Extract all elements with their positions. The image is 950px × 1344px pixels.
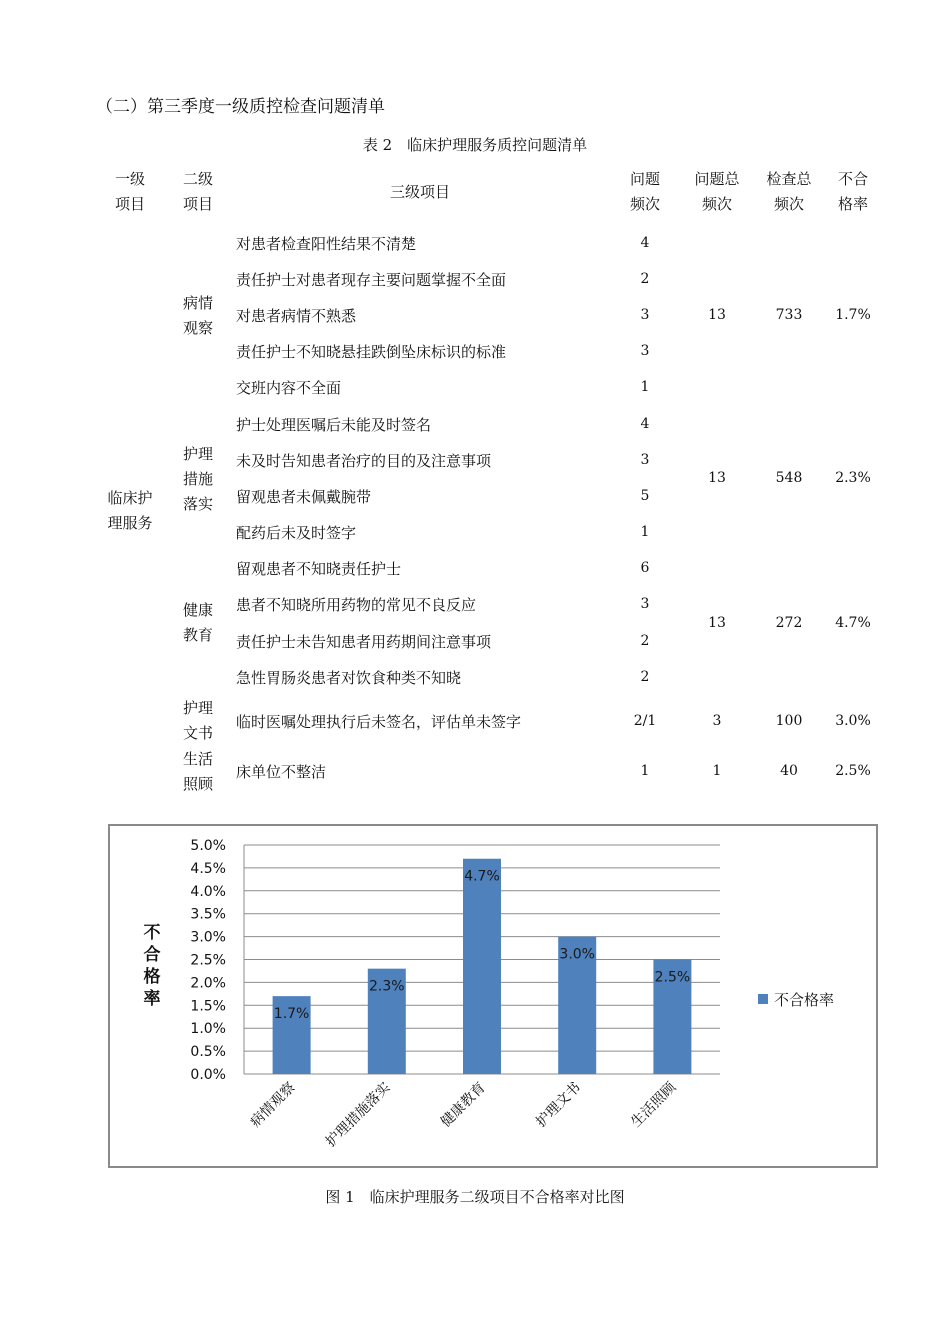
item-text: 急性胃肠炎患者对饮食种类不知晓: [236, 668, 462, 687]
header-level1: 项目: [114, 195, 145, 213]
item-text: 护士处理医嘱后未能及时签名: [236, 415, 432, 434]
item-frequency: 4: [640, 235, 650, 251]
group-name: 健康: [182, 601, 213, 619]
item-text: 临时医嘱处理执行后未签名，评估单未签字: [236, 712, 522, 731]
item-frequency: 5: [640, 488, 650, 504]
item-frequency: 2: [640, 633, 650, 649]
bar: [463, 859, 501, 1074]
y-tick-label: 0.0%: [190, 1067, 226, 1083]
group-nonconformity-rate: 2.3%: [835, 470, 871, 486]
y-tick-label: 4.5%: [190, 860, 226, 877]
item-frequency: 4: [640, 416, 650, 432]
y-axis-label: 格: [143, 967, 161, 987]
header-total-frequency: 频次: [701, 195, 732, 213]
group-total-frequency: 13: [708, 307, 726, 323]
x-category-label: 护理措施落实: [322, 1079, 394, 1151]
group-check-frequency: 272: [775, 615, 803, 631]
y-tick-label: 0.5%: [190, 1044, 226, 1061]
data-label: 2.3%: [369, 978, 405, 995]
item-frequency: 1: [640, 524, 650, 540]
item-text: 患者不知晓所用药物的常见不良反应: [236, 595, 477, 614]
item-frequency: 3: [640, 343, 650, 359]
item-text: 配药后未及时签字: [236, 523, 357, 542]
item-text: 对患者检查阳性结果不清楚: [236, 234, 417, 253]
item-frequency: 3: [640, 452, 650, 468]
y-axis-label: 不: [143, 923, 161, 943]
group-nonconformity-rate: 2.5%: [835, 763, 871, 779]
group-name: 落实: [182, 494, 213, 513]
header-level3: 三级项目: [389, 182, 450, 201]
y-tick-label: 2.5%: [190, 952, 226, 969]
item-frequency: 1: [640, 379, 650, 395]
y-tick-label: 4.0%: [190, 883, 226, 900]
item-frequency: 2/1: [633, 713, 657, 729]
group-name: 病情: [182, 294, 213, 312]
y-tick-label: 2.0%: [190, 975, 226, 992]
group-total-frequency: 3: [712, 713, 722, 729]
group-total-frequency: 1: [712, 763, 722, 779]
y-tick-label: 3.5%: [190, 906, 226, 923]
item-text: 交班内容不全面: [236, 378, 342, 397]
group-name: 生活: [182, 750, 213, 768]
level1-name: 临床护: [107, 489, 153, 507]
group-check-frequency: 100: [775, 713, 803, 729]
y-axis-label: 率: [143, 989, 161, 1009]
item-text: 床单位不整洁: [236, 762, 327, 781]
item-text: 留观患者不知晓责任护士: [236, 559, 402, 578]
header-level1: 一级: [114, 170, 145, 188]
level1-name: 理服务: [107, 514, 153, 532]
y-tick-label: 3.0%: [190, 929, 226, 946]
header-check-frequency: 频次: [773, 195, 804, 213]
section-title: （二）第三季度一级质控检查问题清单: [96, 97, 385, 117]
header-frequency: 频次: [629, 195, 660, 213]
group-nonconformity-rate: 3.0%: [835, 713, 871, 729]
data-label: 3.0%: [559, 946, 595, 963]
nonconformity-rate-chart: [110, 826, 876, 1166]
data-label: 1.7%: [273, 1006, 310, 1023]
header-nonconformity-rate: 不合: [837, 170, 868, 188]
item-frequency: 6: [640, 560, 650, 576]
group-name: 护理: [182, 444, 213, 463]
item-text: 责任护士对患者现存主要问题掌握不全面: [236, 270, 507, 289]
item-frequency: 1: [640, 763, 650, 779]
group-check-frequency: 40: [780, 763, 798, 779]
legend-label: 不合格率: [774, 991, 835, 1009]
group-name: 照顾: [182, 775, 213, 793]
header-level2: 二级: [182, 170, 213, 188]
item-frequency: 3: [640, 307, 650, 323]
data-label: 2.5%: [654, 969, 691, 986]
group-name: 教育: [182, 626, 213, 644]
item-text: 未及时告知患者治疗的目的及注意事项: [236, 451, 492, 470]
group-name: 护理: [182, 699, 213, 717]
group-name: 观察: [182, 319, 213, 337]
header-check-frequency: 检查总: [766, 170, 812, 188]
group-name: 措施: [182, 469, 213, 488]
y-tick-label: 1.5%: [190, 998, 226, 1015]
item-frequency: 2: [640, 669, 650, 685]
group-nonconformity-rate: 1.7%: [835, 307, 871, 323]
header-frequency: 问题: [629, 170, 660, 188]
item-text: 对患者病情不熟悉: [236, 306, 357, 325]
x-category-label: 护理文书: [533, 1079, 585, 1131]
x-category-label: 病情观察: [247, 1079, 299, 1131]
y-axis-label: 合: [143, 945, 161, 965]
y-tick-label: 5.0%: [190, 838, 226, 854]
group-nonconformity-rate: 4.7%: [835, 615, 871, 631]
table-caption: 表 2 临床护理服务质控问题清单: [362, 136, 588, 154]
item-text: 责任护士不知晓悬挂跌倒坠床标识的标准: [236, 342, 507, 361]
data-label: 4.7%: [464, 868, 500, 885]
group-name: 文书: [182, 724, 213, 742]
item-text: 责任护士未告知患者用药期间注意事项: [236, 632, 492, 651]
header-level2: 项目: [182, 195, 213, 213]
group-check-frequency: 733: [775, 307, 803, 323]
x-category-label: 健康教育: [437, 1079, 489, 1131]
group-total-frequency: 13: [708, 615, 726, 631]
chart-frame: [108, 824, 878, 1168]
header-nonconformity-rate: 格率: [837, 195, 868, 213]
item-text: 留观患者未佩戴腕带: [236, 487, 372, 506]
header-total-frequency: 问题总: [694, 170, 740, 188]
figure-caption: 图 1 临床护理服务二级项目不合格率对比图: [325, 1188, 625, 1206]
legend-swatch: [758, 994, 768, 1004]
y-tick-label: 1.0%: [190, 1021, 226, 1038]
group-check-frequency: 548: [775, 470, 803, 486]
group-total-frequency: 13: [708, 470, 726, 486]
item-frequency: 2: [640, 271, 650, 287]
x-category-label: 生活照顾: [628, 1079, 680, 1131]
item-frequency: 3: [640, 596, 650, 612]
